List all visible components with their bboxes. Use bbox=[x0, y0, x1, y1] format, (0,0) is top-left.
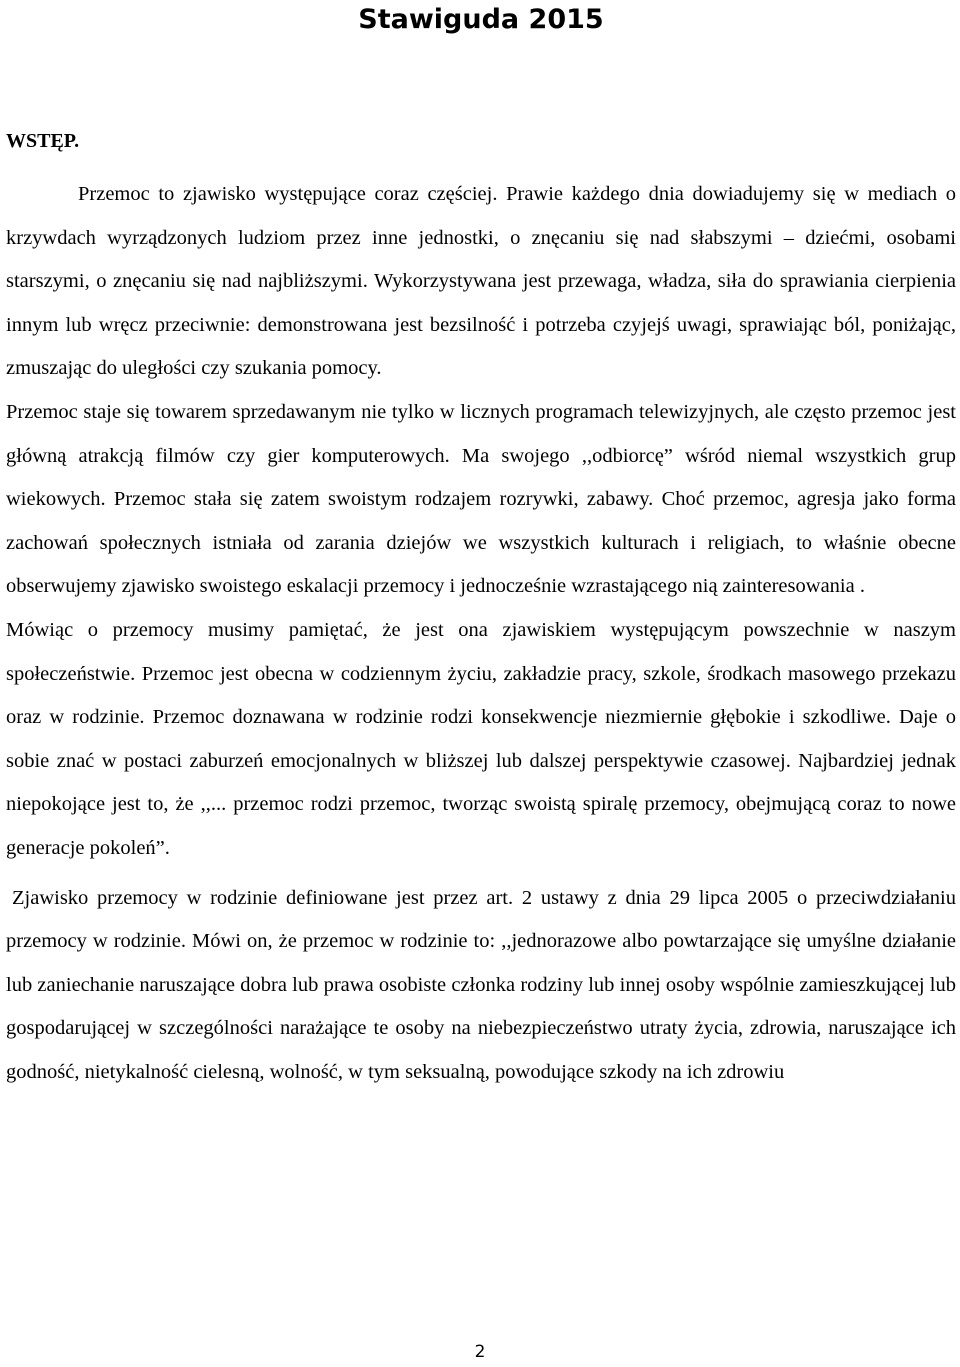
paragraph-3: Mówiąc o przemocy musimy pamiętać, że jest ona zjawiskiem występującym powszechnie w naszym społeczeństwie. Przemoc jest obecna w codziennym życiu, zakładzie pracy, szkole, środkach masowego przekazu oraz w rodzinie. Przemoc doznawana w rodzinie rodzi konsekwencje niezmiernie głębokie i szkodliwe. Daje o sobie znać w postaci zaburzeń emocjonalnych w bliższej lub dalszej perspektywie czasowej. Najbardziej jednak niepokojące jest to, że ,,... przemoc rodzi przemoc, tworząc swoistą spiralę przemocy, obejmującą coraz to nowe generacje pokoleń”. bbox=[6, 618, 956, 859]
page-number: 2 bbox=[474, 1342, 486, 1362]
paragraph-2: Przemoc staje się towarem sprzedawanym nie tylko w licznych programach telewizyjnych, ale często przemoc jest główną atrakcją filmów czy gier komputerowych. Ma swojego ,,odbiorcę” wśród niemal wszystkich grup wiekowych. Przemoc stała się zatem swoistym rodzajem rozrywki, zabawy. Choć przemoc, agresja jako forma zachowań społecznych istniała od zarania dziejów we wszystkich kulturach i religiach, to właśnie obecne obserwujemy zjawisko swoistego eskalacji przemocy i jednocześnie wzrastającego nią zainteresowania . bbox=[6, 400, 956, 598]
paragraph-4: Zjawisko przemocy w rodzinie definiowane jest przez art. 2 ustawy z dnia 29 lipca 2005 o przeciwdziałaniu przemocy w rodzinie. Mówi on, że przemoc w rodzinie to: ,,jednorazowe albo powtarzające się umyślne działanie lub zaniechanie naruszające dobra lub prawa osobiste członka rodziny lub innej osoby wspólnie zamieszkującej lub gospodarującej w szczególności narażające te osoby na niebezpieczeństwo utraty życia, zdrowia, naruszające ich godność, nietykalność cielesną, wolność, w tym seksualną, powodujące szkody na ich zdrowiu bbox=[6, 886, 956, 1083]
section-heading: WSTĘP. bbox=[6, 130, 80, 152]
paragraph-1: Przemoc to zjawisko występujące coraz częściej. Prawie każdego dnia dowiadujemy się w mediach o krzywdach wyrządzonych ludziom przez inne jednostki, o znęcaniu się nad słabszymi – dziećmi, osobami starszymi, o znęcaniu się nad najbliższymi. Wykorzystywana jest przewaga, władza, siła do sprawiania cierpienia innym lub wręcz przeciwnie: demonstrowana jest bezsilność i potrzeba czyjejś uwagi, sprawiając ból, poniżając, zmuszając do uległości czy szukania pomocy. bbox=[6, 183, 956, 380]
document-title: Stawiguda 2015 bbox=[358, 4, 604, 35]
document-body bbox=[6, 173, 956, 1094]
